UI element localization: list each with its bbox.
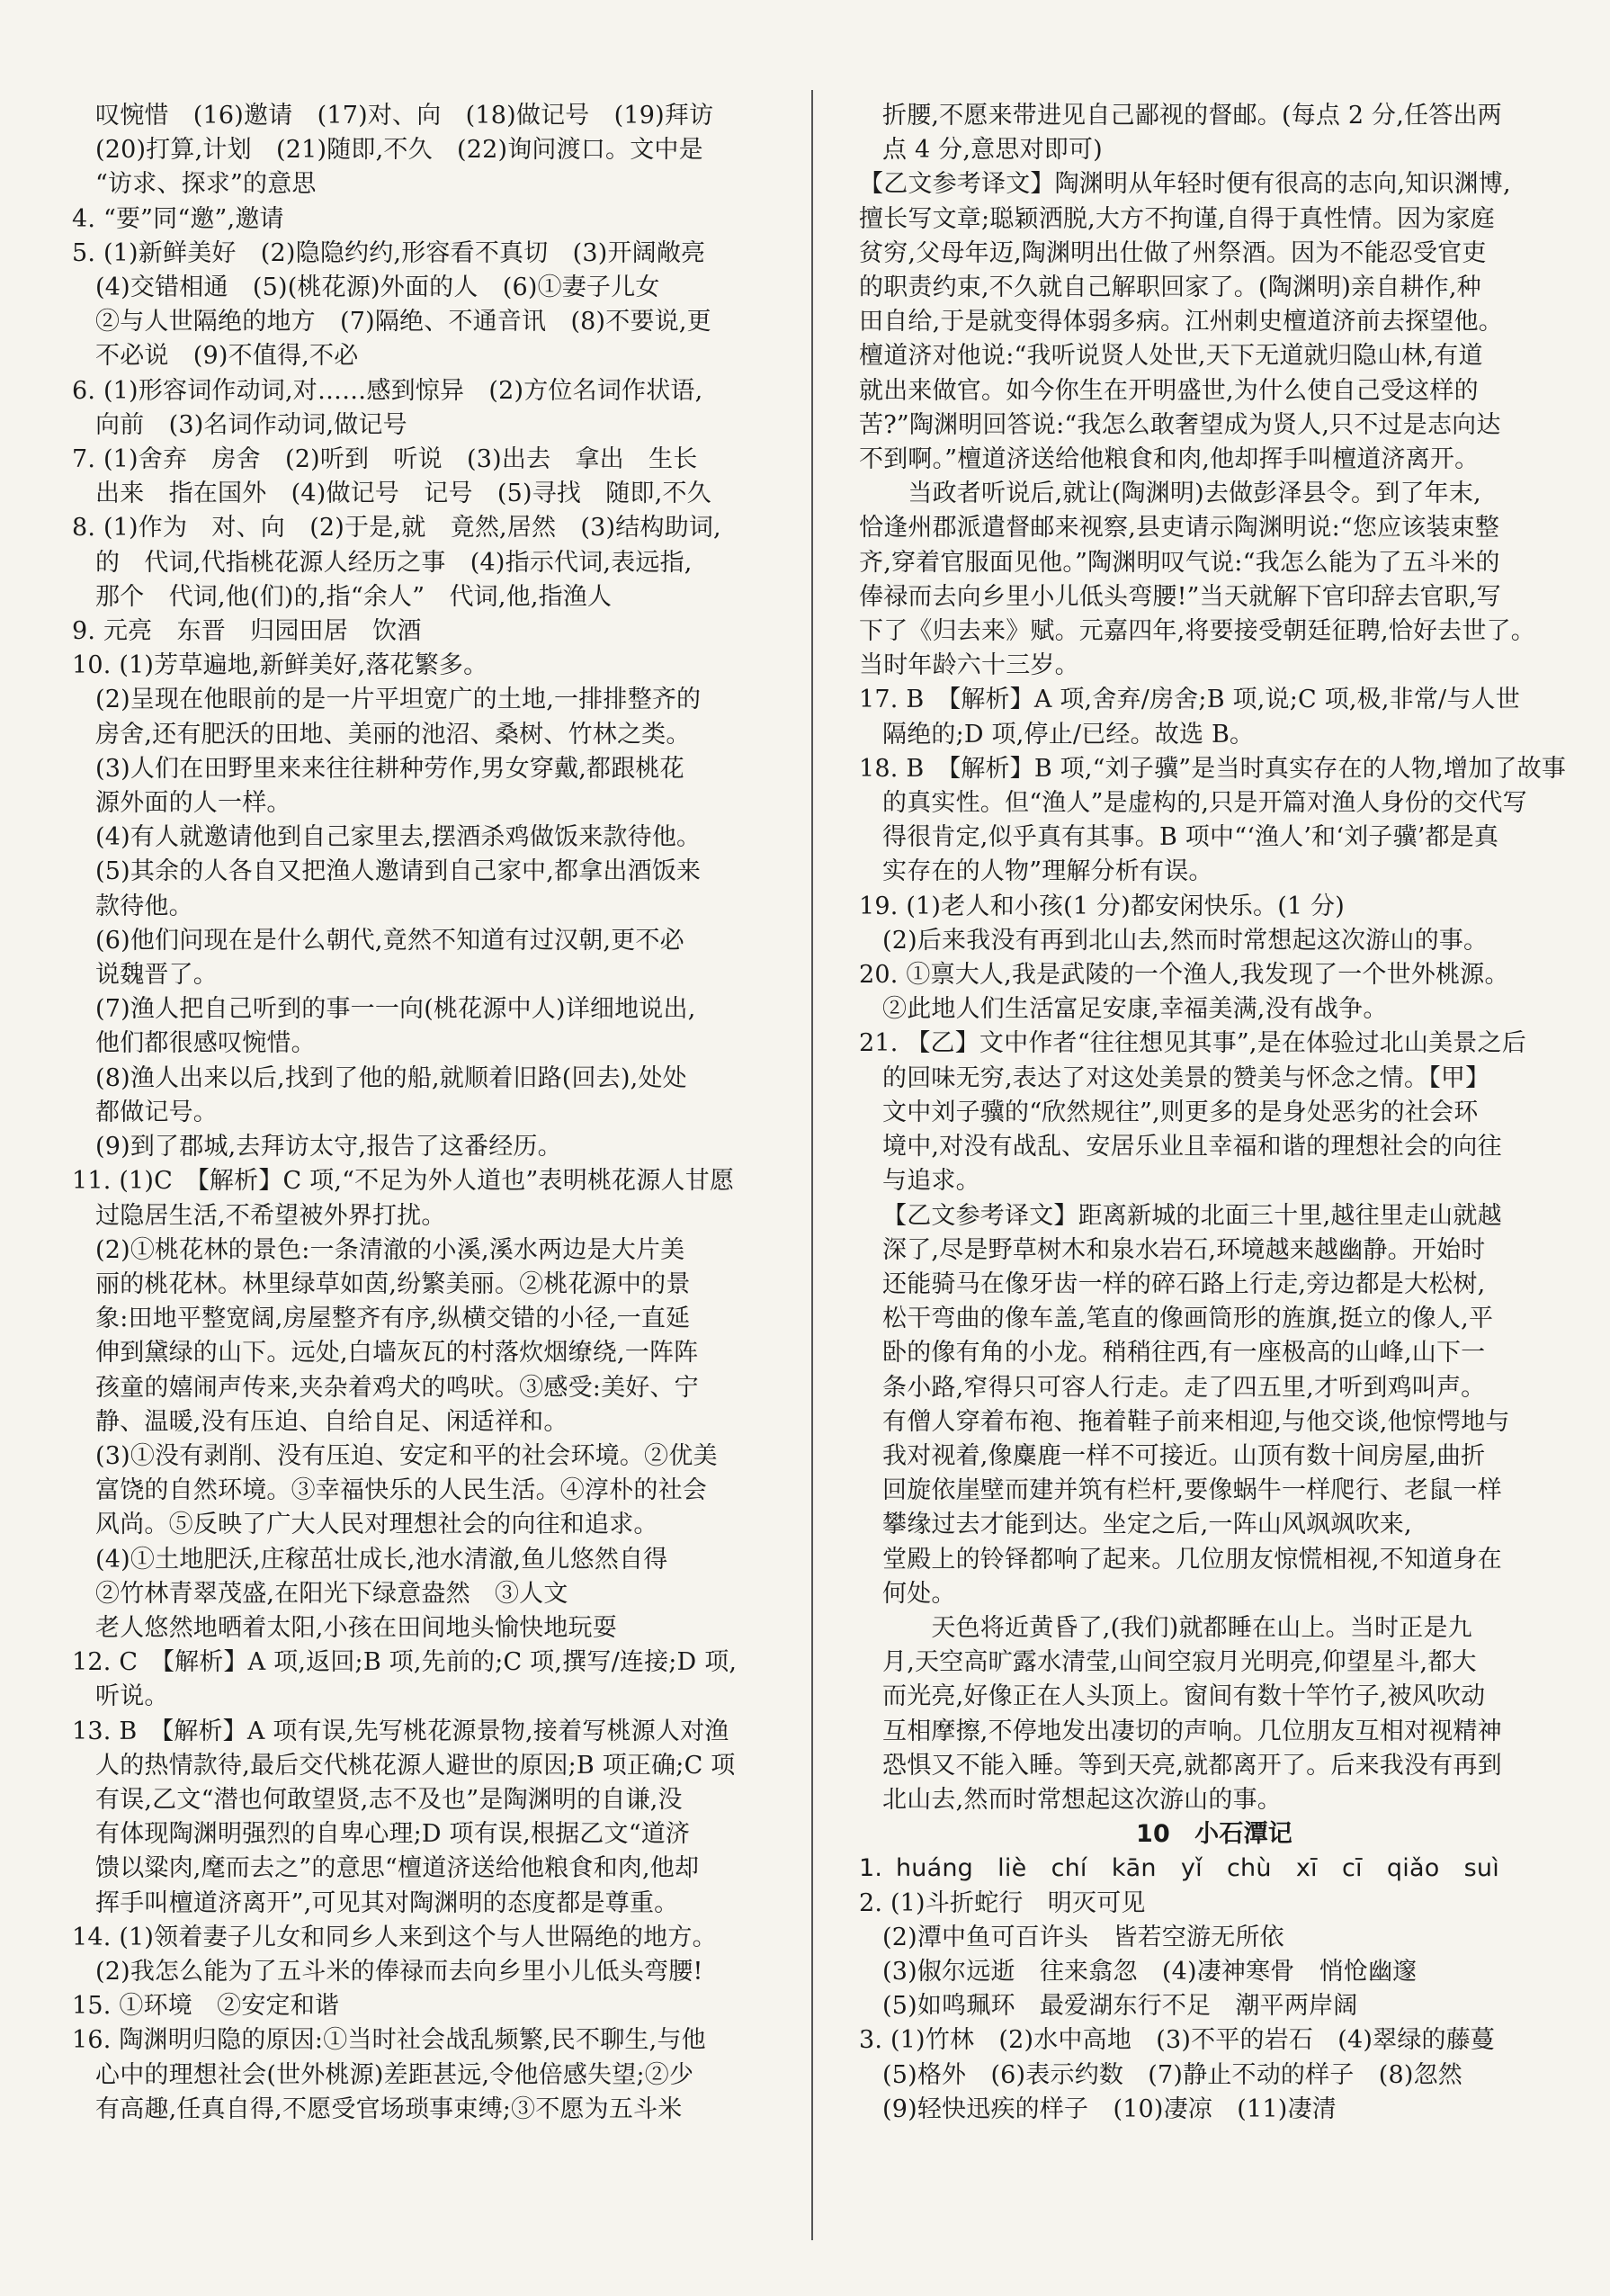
text-line: 苦?”陶渊明回答说:“我怎么敢奢望成为贤人,只不过是志向达	[859, 410, 1501, 439]
text-line: 的 代词,代指桃花源人经历之事 (4)指示代词,表远指,	[95, 548, 693, 577]
text-line: 19. (1)老人和小孩(1 分)都安闲快乐。(1 分)	[859, 892, 1346, 920]
text-line: 富饶的自然环境。③幸福快乐的人民生活。④淳朴的社会	[95, 1476, 707, 1505]
text-line: 他们都很感叹惋惜。	[95, 1029, 316, 1058]
text-line: 20. ①禀大人,我是武陵的一个渔人,我发现了一个世外桃源。	[859, 961, 1509, 990]
text-line: 6. (1)形容词作动词,对……感到惊异 (2)方位名词作状语,	[72, 376, 703, 405]
text-line: 与追求。	[882, 1167, 980, 1196]
text-line: 14. (1)领着妻子儿女和同乡人来到这个与人世隔绝的地方。	[72, 1923, 717, 1951]
text-line: 堂殿上的铃铎都响了起来。几位朋友惊慌相视,不知道身在	[882, 1545, 1502, 1574]
text-line: 都做记号。	[95, 1098, 218, 1126]
text-line: 当时年龄六十三岁。	[859, 651, 1079, 680]
text-line: 有高趣,任真自得,不愿受官场琐事束缚;③不愿为五斗米	[95, 2094, 683, 2123]
text-line: ②竹林青翠茂盛,在阳光下绿意盎然 ③人文	[95, 1579, 568, 1608]
text-line: 折腰,不愿来带进见自己鄙视的督邮。(每点 2 分,任答出两	[882, 102, 1502, 130]
text-line: 得很肯定,似乎真有其事。B 项中“‘渔人’和‘刘子骥’都是真	[882, 823, 1499, 852]
text-line: 静、温暖,没有压迫、自给自足、闲适祥和。	[95, 1407, 568, 1436]
text-line: 的回味无穷,表达了对这处美景的赞美与怀念之情。【甲】	[882, 1063, 1490, 1092]
text-line: (2)呈现在他眼前的是一片平坦宽广的土地,一排排整齐的	[95, 686, 702, 714]
text-line: 不必说 (9)不值得,不必	[95, 342, 359, 371]
text-line: 听说。	[95, 1682, 169, 1711]
text-line: (4)交错相通 (5)(桃花源)外面的人 (6)①妻子儿女	[95, 274, 660, 302]
right-column-text	[859, 99, 1570, 1817]
text-line: 实存在的人物”理解分析有误。	[882, 857, 1213, 886]
text-line: 攀缘过去才能到达。坐定之后,一阵山风飒飒吹来,	[882, 1511, 1412, 1539]
text-line: (3)①没有剥削、没有压迫、安定和平的社会环境。②优美	[95, 1441, 718, 1470]
text-line: 16. 陶渊明归隐的原因:①当时社会战乱频繁,民不聊生,与他	[72, 2026, 706, 2055]
text-line: 18. B 【解析】B 项,“刘子骥”是当时真实存在的人物,增加了故事	[859, 754, 1567, 783]
text-line: 就出来做官。如今你生在开明盛世,为什么使自己受这样的	[859, 376, 1479, 405]
text-line: 回旋依崖壁而建并筑有栏杆,要像蜗牛一样爬行、老鼠一样	[882, 1476, 1502, 1505]
text-line: 擅长写文章;聪颖洒脱,大方不拘谨,自得于真性情。因为家庭	[859, 204, 1495, 233]
text-line: 馈以粱肉,麾而去之”的意思“檀道济送给他粮食和肉,他却	[95, 1854, 700, 1883]
text-line: 11. (1)C 【解析】C 项,“不足为外人道也”表明桃花源人甘愿	[72, 1167, 735, 1196]
section-title: 10 小石潭记	[1136, 1820, 1292, 1849]
text-line: 条小路,窄得只可容人行走。走了四五里,才听到鸡叫声。	[882, 1373, 1486, 1402]
text-line: 境中,对没有战乱、安居乐业且幸福和谐的理想社会的向往	[882, 1133, 1502, 1161]
text-line: 有僧人穿着布袍、拖着鞋子前来相迎,与他交谈,他惊愕地与	[882, 1407, 1510, 1436]
column-divider	[811, 90, 813, 2240]
left-column	[72, 99, 783, 2127]
text-line: (2)①桃花林的景色:一条清澈的小溪,溪水两边是大片美	[95, 1235, 685, 1264]
text-line: 2. (1)斗折蛇行 明灭可见	[859, 1888, 1146, 1917]
section-answers	[859, 1887, 1570, 2127]
text-line: 还能骑马在像牙齿一样的碎石路上行走,旁边都是大松树,	[882, 1269, 1486, 1298]
text-line: 田自给,于是就变得体弱多病。江州刺史檀道济前去探望他。	[859, 308, 1503, 336]
text-line: 17. B 【解析】A 项,舍弃/房舍;B 项,说;C 项,极,非常/与人世	[859, 686, 1520, 714]
text-line: (2)潭中鱼可百许头 皆若空游无所依	[882, 1923, 1284, 1951]
text-line: 孩童的嬉闹声传来,夹杂着鸡犬的鸣吠。③感受:美好、宁	[95, 1373, 699, 1402]
text-line: 21. 【乙】文中作者“往往想见其事”,是在体验过北山美景之后	[859, 1029, 1526, 1058]
right-column	[859, 99, 1570, 2127]
text-line: 檀道济对他说:“我听说贤人处世,天下无道就归隐山林,有道	[859, 342, 1483, 371]
pinyin-answer-line: 1. huáng liè chí kān yǐ chù xī cī qiǎo suì	[859, 1854, 1499, 1883]
text-line: 互相摩擦,不停地发出凄切的声响。几位朋友互相对视精神	[882, 1717, 1502, 1745]
text-line: 下了《归去来》赋。元嘉四年,将要接受朝廷征聘,恰好去世了。	[859, 617, 1535, 646]
text-line: 过隐居生活,不希望被外界打扰。	[95, 1201, 446, 1230]
text-line: 象:田地平整宽阔,房屋整齐有序,纵横交错的小径,一直延	[95, 1305, 691, 1333]
text-line: 松干弯曲的像车盖,笔直的像画筒形的旌旗,挺立的像人,平	[882, 1305, 1494, 1333]
text-line: 12. C 【解析】A 项,返回;B 项,先前的;C 项,撰写/连接;D 项,	[72, 1648, 738, 1677]
text-line: (4)有人就邀请他到自己家里去,摆酒杀鸡做饭来款待他。	[95, 823, 702, 852]
text-line: 月,天空高旷露水清莹,山间空寂月光明亮,仰望星斗,都大	[882, 1648, 1477, 1677]
text-line: (8)渔人出来以后,找到了他的船,就顺着旧路(回去),处处	[95, 1063, 687, 1092]
text-line: 的职责约束,不久就自己解职回家了。(陶渊明)亲自耕作,种	[859, 274, 1481, 302]
text-line: 3. (1)竹林 (2)水中高地 (3)不平的岩石 (4)翠绿的藤蔓	[859, 2026, 1496, 2055]
text-line: (20)打算,计划 (21)随即,不久 (22)询问渡口。文中是	[95, 136, 703, 165]
text-line: 有误,乙文“潜也何敢望贤,志不及也”是陶渊明的自谦,没	[95, 1785, 683, 1814]
text-line: (3)俶尔远逝 往来翕忽 (4)凄神寒骨 悄怆幽邃	[882, 1957, 1418, 1986]
text-line: 而光亮,好像正在人头顶上。窗间有数十竿竹子,被风吹动	[882, 1682, 1486, 1711]
text-line: 丽的桃花林。林里绿草如茵,纷繁美丽。②桃花源中的景	[95, 1269, 691, 1298]
text-line: 那个 代词,他(们)的,指“余人” 代词,他,指渔人	[95, 582, 613, 611]
text-line: (9)到了郡城,去拜访太守,报告了这番经历。	[95, 1133, 562, 1161]
text-line: 隔绝的;D 项,停止/已经。故选 B。	[882, 720, 1255, 749]
text-line: 4. “要”同“邀”,邀请	[72, 204, 284, 233]
text-line: 有体现陶渊明强烈的自卑心理;D 项有误,根据乙文“道济	[95, 1820, 691, 1849]
text-line: 说魏晋了。	[95, 961, 218, 990]
text-line: 挥手叫檀道济离开”,可见其对陶渊明的态度都是尊重。	[95, 1888, 679, 1917]
text-line: (4)①土地肥沃,庄稼茁壮成长,池水清澈,鱼儿悠然自得	[95, 1545, 668, 1574]
text-line: 齐,穿着官服面见他。”陶渊明叹气说:“我怎么能为了五斗米的	[859, 548, 1500, 577]
text-line: 向前 (3)名词作动词,做记号	[95, 410, 407, 439]
text-line: 点 4 分,意思对即可)	[882, 136, 1103, 165]
text-line: 【乙文参考译文】陶渊明从年轻时便有很高的志向,知识渊博,	[859, 170, 1511, 199]
text-line: 出来 指在国外 (4)做记号 记号 (5)寻找 随即,不久	[95, 480, 711, 508]
text-line: 8. (1)作为 对、向 (2)于是,就 竟然,居然 (3)结构助词,	[72, 514, 721, 543]
text-line: 心中的理想社会(世外桃源)差距甚远,令他倍感失望;②少	[95, 2060, 694, 2089]
text-line: 恰逢州郡派遣督邮来视察,县吏请示陶渊明说:“您应该装束整	[859, 514, 1500, 543]
text-line: 北山去,然而时常想起这次游山的事。	[882, 1785, 1282, 1814]
text-line: 【乙文参考译文】距离新城的北面三十里,越往里走山就越	[882, 1201, 1502, 1230]
text-line: 15. ①环境 ②安定和谐	[72, 1992, 340, 2021]
text-line: 深了,尽是野草树木和泉水岩石,环境越来越幽静。开始时	[882, 1235, 1486, 1264]
text-line: 5. (1)新鲜美好 (2)隐隐约约,形容看不真切 (3)开阔敞亮	[72, 238, 706, 267]
text-line: 叹惋惜 (16)邀请 (17)对、向 (18)做记号 (19)拜访	[95, 102, 714, 130]
text-line: 不到啊。”檀道济送给他粮食和肉,他却挥手叫檀道济离开。	[859, 445, 1480, 474]
text-line: 13. B 【解析】A 项有误,先写桃花源景物,接着写桃源人对渔	[72, 1717, 729, 1745]
text-line: 伸到黛绿的山下。远处,白墙灰瓦的村落炊烟缭绕,一阵阵	[95, 1339, 699, 1368]
text-line: 10. (1)芳草遍地,新鲜美好,落花繁多。	[72, 651, 488, 680]
text-line: 俸禄而去向乡里小儿低头弯腰!”当天就解下官印辞去官职,写	[859, 582, 1501, 611]
text-line: 人的热情款待,最后交代桃花源人避世的原因;B 项正确;C 项	[95, 1751, 736, 1780]
text-line: “访求、探求”的意思	[95, 170, 317, 199]
text-line: (5)如鸣珮环 最爱湖东行不足 潮平两岸阔	[882, 1992, 1358, 2021]
text-line: (5)格外 (6)表示约数 (7)静止不动的样子 (8)忽然	[882, 2060, 1462, 2089]
text-line: 房舍,还有肥沃的田地、美丽的池沼、桑树、竹林之类。	[95, 720, 691, 749]
text-line: (3)人们在田野里来来往往耕种劳作,男女穿戴,都跟桃花	[95, 754, 684, 783]
text-line: 恐惧又不能入睡。等到天亮,就都离开了。后来我没有再到	[882, 1751, 1502, 1780]
text-line: 7. (1)舍弃 房舍 (2)听到 听说 (3)出去 拿出 生长	[72, 445, 698, 474]
text-line: (6)他们问现在是什么朝代,竟然不知道有过汉朝,更不必	[95, 926, 684, 955]
text-line: (2)我怎么能为了五斗米的俸禄而去向乡里小儿低头弯腰!	[95, 1957, 703, 1986]
text-line: ②与人世隔绝的地方 (7)隔绝、不通音讯 (8)不要说,更	[95, 308, 711, 336]
text-line: 天色将近黄昏了,(我们)就都睡在山上。当时正是九	[882, 1613, 1472, 1642]
text-line: 风尚。⑤反映了广大人民对理想社会的向往和追求。	[95, 1511, 658, 1539]
text-line: (7)渔人把自己听到的事一一向(桃花源中人)详细地说出,	[95, 995, 696, 1024]
text-line: 当政者听说后,就让(陶渊明)去做彭泽县令。到了年末,	[859, 480, 1481, 508]
text-line: 何处。	[882, 1579, 956, 1608]
text-line: 老人悠然地晒着太阳,小孩在田间地头愉快地玩耍	[95, 1613, 617, 1642]
text-line: (5)其余的人各自又把渔人邀请到自己家中,都拿出酒饭来	[95, 857, 702, 886]
text-line: 源外面的人一样。	[95, 789, 291, 818]
text-line: 我对视着,像麋鹿一样不可接近。山顶有数十间房屋,曲折	[882, 1441, 1486, 1470]
text-line: 文中刘子骥的“欣然规往”,则更多的是身处恶劣的社会环	[882, 1098, 1479, 1126]
text-line: 卧的像有角的小龙。稍稍往西,有一座极高的山峰,山下一	[882, 1339, 1486, 1368]
text-line: (2)后来我没有再到北山去,然而时常想起这次游山的事。	[882, 926, 1489, 955]
text-line: ②此地人们生活富足安康,幸福美满,没有战争。	[882, 995, 1388, 1024]
text-line: 9. 元亮 东晋 归园田居 饮酒	[72, 617, 422, 646]
text-line: (9)轻快迅疾的样子 (10)凄凉 (11)凄清	[882, 2094, 1337, 2123]
text-line: 款待他。	[95, 892, 193, 920]
text-line: 贫穷,父母年迈,陶渊明出仕做了州祭酒。因为不能忍受官吏	[859, 238, 1487, 267]
text-line: 的真实性。但“渔人”是虚构的,只是开篇对渔人身份的交代写	[882, 789, 1527, 818]
